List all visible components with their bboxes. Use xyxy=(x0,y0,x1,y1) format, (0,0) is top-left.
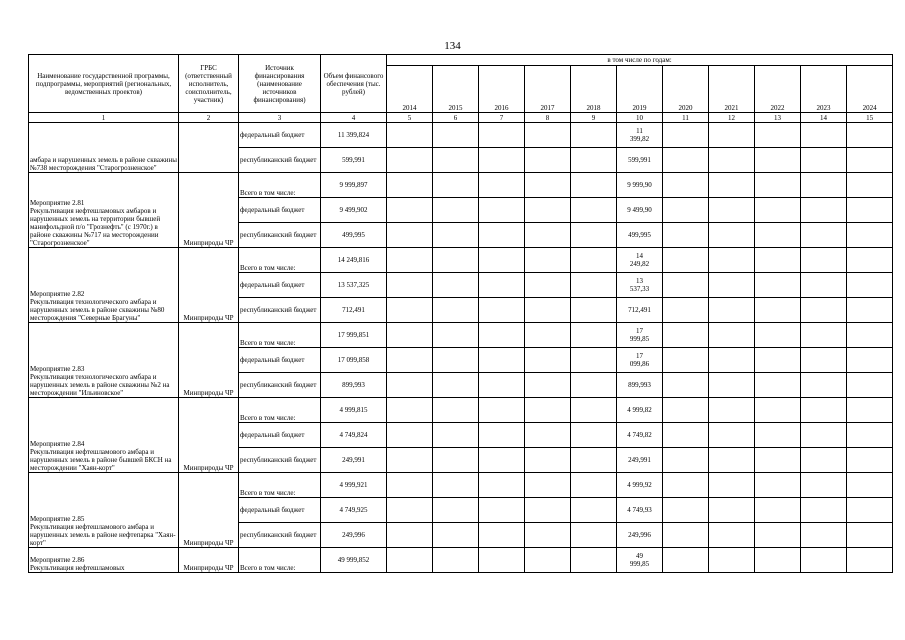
year-value xyxy=(479,473,525,498)
year-value xyxy=(663,148,709,173)
column-number: 5 xyxy=(387,113,433,123)
year-value: 9 499,90 xyxy=(617,198,663,223)
source-cell: республиканский бюджет xyxy=(239,373,321,398)
grbs-cell: Минприроды ЧР xyxy=(179,398,239,473)
source-cell: Всего в том числе: xyxy=(239,248,321,273)
year-value xyxy=(525,523,571,548)
year-value xyxy=(801,523,847,548)
year-header: 2016 xyxy=(479,66,525,113)
year-value xyxy=(479,498,525,523)
year-value xyxy=(847,348,893,373)
year-value xyxy=(663,548,709,573)
volume-cell: 249,996 xyxy=(321,523,387,548)
year-value xyxy=(525,548,571,573)
year-value xyxy=(571,498,617,523)
year-value xyxy=(755,448,801,473)
year-value xyxy=(709,323,755,348)
year-value: 17 099,86 xyxy=(617,348,663,373)
grbs-cell: Минприроды ЧР xyxy=(179,323,239,398)
year-value xyxy=(709,198,755,223)
column-number: 11 xyxy=(663,113,709,123)
year-value xyxy=(479,548,525,573)
source-cell: Всего в том числе: xyxy=(239,323,321,348)
source-cell: республиканский бюджет xyxy=(239,223,321,248)
year-value xyxy=(479,523,525,548)
year-value xyxy=(387,548,433,573)
year-value: 4 749,82 xyxy=(617,423,663,448)
header-name: Наименование государственной программы, подпрограммы, мероприятий (региональных, ведомственных проектов) xyxy=(29,55,179,113)
year-value xyxy=(433,548,479,573)
source-cell: Всего в том числе: xyxy=(239,548,321,573)
table-row xyxy=(29,173,893,198)
year-value xyxy=(433,348,479,373)
year-value xyxy=(433,323,479,348)
year-value: 11 399,82 xyxy=(617,123,663,148)
year-value xyxy=(801,148,847,173)
year-value xyxy=(847,173,893,198)
year-value xyxy=(525,173,571,198)
year-value xyxy=(571,448,617,473)
year-value xyxy=(663,423,709,448)
source-cell: федеральный бюджет xyxy=(239,273,321,298)
measure-name: Мероприятие 2.84 Рекультивация нефтешламового амбара и нарушенных земель в районе бывшей БКСН на месторождении "Хаян-корт" xyxy=(29,398,179,473)
year-value xyxy=(755,423,801,448)
year-value xyxy=(847,248,893,273)
year-value xyxy=(755,398,801,423)
year-value xyxy=(801,348,847,373)
year-value xyxy=(479,323,525,348)
year-value xyxy=(433,173,479,198)
year-value xyxy=(847,548,893,573)
year-value xyxy=(571,373,617,398)
year-value xyxy=(755,298,801,323)
year-value xyxy=(571,398,617,423)
year-value xyxy=(847,423,893,448)
year-value: 4 999,92 xyxy=(617,473,663,498)
year-value xyxy=(755,198,801,223)
year-value: 14 249,82 xyxy=(617,248,663,273)
year-value xyxy=(387,423,433,448)
volume-cell: 9 999,897 xyxy=(321,173,387,198)
year-value xyxy=(525,298,571,323)
year-value xyxy=(387,498,433,523)
year-value xyxy=(847,273,893,298)
year-value xyxy=(755,123,801,148)
table-row xyxy=(29,473,893,498)
year-value xyxy=(387,298,433,323)
year-value xyxy=(663,373,709,398)
source-cell: федеральный бюджет xyxy=(239,498,321,523)
source-cell: Всего в том числе: xyxy=(239,173,321,198)
year-value xyxy=(479,348,525,373)
year-value xyxy=(387,523,433,548)
year-value xyxy=(433,273,479,298)
year-value xyxy=(433,398,479,423)
column-number: 2 xyxy=(179,113,239,123)
year-value xyxy=(479,273,525,298)
year-value xyxy=(663,398,709,423)
year-value xyxy=(709,298,755,323)
year-value xyxy=(801,398,847,423)
year-value xyxy=(525,123,571,148)
year-value xyxy=(479,173,525,198)
year-value xyxy=(663,323,709,348)
year-value xyxy=(663,498,709,523)
year-header: 2024 xyxy=(847,66,893,113)
volume-cell: 712,491 xyxy=(321,298,387,323)
volume-cell: 899,993 xyxy=(321,373,387,398)
year-value xyxy=(571,423,617,448)
year-value: 13 537,33 xyxy=(617,273,663,298)
year-value xyxy=(847,398,893,423)
year-value xyxy=(571,223,617,248)
year-value xyxy=(479,448,525,473)
column-number: 6 xyxy=(433,113,479,123)
volume-cell: 599,991 xyxy=(321,148,387,173)
year-value xyxy=(571,273,617,298)
year-value xyxy=(801,323,847,348)
year-value xyxy=(387,398,433,423)
year-value xyxy=(801,248,847,273)
year-value xyxy=(663,298,709,323)
year-value xyxy=(525,448,571,473)
year-value xyxy=(801,223,847,248)
year-value xyxy=(571,298,617,323)
year-value xyxy=(709,548,755,573)
grbs-cell: Минприроды ЧР xyxy=(179,248,239,323)
table-header xyxy=(29,55,893,123)
volume-cell: 17 099,858 xyxy=(321,348,387,373)
year-header: 2018 xyxy=(571,66,617,113)
year-value xyxy=(755,223,801,248)
volume-cell: 17 999,851 xyxy=(321,323,387,348)
year-value xyxy=(571,148,617,173)
year-value xyxy=(387,248,433,273)
year-value xyxy=(387,198,433,223)
year-value xyxy=(663,248,709,273)
year-value xyxy=(709,448,755,473)
year-value xyxy=(433,198,479,223)
year-value xyxy=(709,248,755,273)
year-value: 249,996 xyxy=(617,523,663,548)
year-value xyxy=(709,498,755,523)
year-value xyxy=(709,223,755,248)
source-cell: республиканский бюджет xyxy=(239,298,321,323)
year-value: 899,993 xyxy=(617,373,663,398)
header-by-year: в том числе по годам: xyxy=(387,55,893,66)
year-value: 17 999,85 xyxy=(617,323,663,348)
year-value xyxy=(755,348,801,373)
year-value xyxy=(755,148,801,173)
year-value xyxy=(479,248,525,273)
column-number: 3 xyxy=(239,113,321,123)
year-value: 4 749,93 xyxy=(617,498,663,523)
year-header: 2021 xyxy=(709,66,755,113)
year-value xyxy=(801,173,847,198)
year-value: 499,995 xyxy=(617,223,663,248)
year-value xyxy=(479,373,525,398)
year-value xyxy=(801,448,847,473)
year-value xyxy=(755,498,801,523)
year-value xyxy=(847,198,893,223)
year-value: 9 999,90 xyxy=(617,173,663,198)
column-number: 4 xyxy=(321,113,387,123)
year-value xyxy=(801,373,847,398)
year-value xyxy=(801,198,847,223)
year-value xyxy=(801,498,847,523)
column-number: 14 xyxy=(801,113,847,123)
source-cell: республиканский бюджет xyxy=(239,448,321,473)
year-value xyxy=(433,498,479,523)
year-value xyxy=(709,423,755,448)
financing-table xyxy=(28,54,893,573)
measure-name: Мероприятие 2.83 Рекультивация технологического амбара и нарушенных земель в районе скважины №2 на месторождении "Ильиновское" xyxy=(29,323,179,398)
year-value xyxy=(709,123,755,148)
year-value xyxy=(479,298,525,323)
measure-name: амбара и нарушенных земель в районе скважины №738 месторождения "Старогрозненское" xyxy=(29,123,179,173)
year-value xyxy=(801,548,847,573)
volume-cell: 13 537,325 xyxy=(321,273,387,298)
year-value xyxy=(479,223,525,248)
year-value xyxy=(433,298,479,323)
year-value xyxy=(479,398,525,423)
year-value xyxy=(571,348,617,373)
year-value xyxy=(525,323,571,348)
year-value xyxy=(433,373,479,398)
source-cell: Всего в том числе: xyxy=(239,398,321,423)
year-value xyxy=(755,548,801,573)
year-value xyxy=(847,123,893,148)
table-row xyxy=(29,248,893,273)
year-value xyxy=(709,523,755,548)
year-value xyxy=(847,498,893,523)
year-header: 2015 xyxy=(433,66,479,113)
year-value xyxy=(847,323,893,348)
year-value: 49 999,85 xyxy=(617,548,663,573)
source-cell: федеральный бюджет xyxy=(239,423,321,448)
volume-cell: 249,991 xyxy=(321,448,387,473)
year-value xyxy=(433,223,479,248)
volume-cell: 4 999,921 xyxy=(321,473,387,498)
table-row xyxy=(29,548,893,573)
year-value xyxy=(709,473,755,498)
year-value xyxy=(387,148,433,173)
year-value xyxy=(709,398,755,423)
year-value: 712,491 xyxy=(617,298,663,323)
year-value xyxy=(525,373,571,398)
year-value xyxy=(571,523,617,548)
column-number: 1 xyxy=(29,113,179,123)
year-value xyxy=(571,198,617,223)
year-value xyxy=(847,148,893,173)
year-value xyxy=(387,273,433,298)
header-volume: Объем финансового обеспечения (тыс. рублей) xyxy=(321,55,387,113)
year-value xyxy=(479,423,525,448)
year-value xyxy=(847,523,893,548)
year-value xyxy=(479,123,525,148)
volume-cell: 9 499,902 xyxy=(321,198,387,223)
column-number: 13 xyxy=(755,113,801,123)
year-value xyxy=(387,123,433,148)
volume-cell: 4 749,824 xyxy=(321,423,387,448)
year-value: 249,991 xyxy=(617,448,663,473)
volume-cell: 4 999,815 xyxy=(321,398,387,423)
grbs-cell: Минприроды ЧР xyxy=(179,548,239,573)
year-value xyxy=(755,373,801,398)
year-value xyxy=(525,148,571,173)
year-value xyxy=(571,323,617,348)
column-number: 15 xyxy=(847,113,893,123)
year-value xyxy=(847,473,893,498)
year-value xyxy=(433,248,479,273)
volume-cell: 499,995 xyxy=(321,223,387,248)
year-value xyxy=(709,373,755,398)
year-value xyxy=(525,248,571,273)
volume-cell: 11 399,824 xyxy=(321,123,387,148)
volume-cell: 49 999,852 xyxy=(321,548,387,573)
year-value xyxy=(755,523,801,548)
year-value xyxy=(525,198,571,223)
source-cell: федеральный бюджет xyxy=(239,348,321,373)
year-value xyxy=(433,123,479,148)
year-value xyxy=(433,448,479,473)
year-value xyxy=(755,248,801,273)
year-value xyxy=(571,548,617,573)
volume-cell: 14 249,816 xyxy=(321,248,387,273)
measure-name: Мероприятие 2.82 Рекультивация технологического амбара и нарушенных земель в районе скважины №80 месторождения "Северные Брагуны" xyxy=(29,248,179,323)
year-value xyxy=(433,523,479,548)
year-value xyxy=(663,448,709,473)
year-value xyxy=(387,448,433,473)
year-value xyxy=(847,448,893,473)
year-header: 2019 xyxy=(617,66,663,113)
column-number: 9 xyxy=(571,113,617,123)
year-value xyxy=(755,323,801,348)
year-value xyxy=(479,148,525,173)
year-value xyxy=(663,223,709,248)
column-number: 8 xyxy=(525,113,571,123)
year-value xyxy=(525,473,571,498)
year-value xyxy=(755,173,801,198)
year-value xyxy=(387,348,433,373)
year-value xyxy=(387,373,433,398)
column-number: 12 xyxy=(709,113,755,123)
year-value xyxy=(387,223,433,248)
year-value xyxy=(571,173,617,198)
grbs-cell xyxy=(179,123,239,173)
year-value xyxy=(801,298,847,323)
year-value xyxy=(755,473,801,498)
page-number: 134 xyxy=(444,40,461,52)
year-value xyxy=(433,148,479,173)
year-value xyxy=(525,348,571,373)
year-header: 2023 xyxy=(801,66,847,113)
year-value xyxy=(571,123,617,148)
year-value xyxy=(571,248,617,273)
year-value xyxy=(433,423,479,448)
column-number: 7 xyxy=(479,113,525,123)
year-value xyxy=(847,298,893,323)
year-value xyxy=(847,223,893,248)
table-row xyxy=(29,123,893,148)
year-value xyxy=(663,348,709,373)
year-value xyxy=(663,273,709,298)
source-cell: федеральный бюджет xyxy=(239,198,321,223)
source-cell: Всего в том числе: xyxy=(239,473,321,498)
year-value xyxy=(525,498,571,523)
year-value xyxy=(525,423,571,448)
year-header: 2017 xyxy=(525,66,571,113)
table-row xyxy=(29,398,893,423)
year-value xyxy=(709,173,755,198)
year-value xyxy=(387,473,433,498)
measure-name: Мероприятие 2.85 Рекультивация нефтешламового амбара и нарушенных земель в районе нефтепарка "Хаян-корт" xyxy=(29,473,179,548)
year-value xyxy=(525,398,571,423)
year-value xyxy=(525,223,571,248)
source-cell: федеральный бюджет xyxy=(239,123,321,148)
year-value xyxy=(663,123,709,148)
year-value xyxy=(663,173,709,198)
header-source: Источник финансирования (наименование источников финансирования) xyxy=(239,55,321,113)
column-number: 10 xyxy=(617,113,663,123)
year-value: 599,991 xyxy=(617,148,663,173)
year-value xyxy=(387,323,433,348)
source-cell: республиканский бюджет xyxy=(239,148,321,173)
year-value: 4 999,82 xyxy=(617,398,663,423)
year-header: 2022 xyxy=(755,66,801,113)
year-value xyxy=(709,273,755,298)
year-value xyxy=(709,348,755,373)
grbs-cell: Минприроды ЧР xyxy=(179,473,239,548)
year-value xyxy=(755,273,801,298)
year-value xyxy=(663,198,709,223)
year-value xyxy=(801,273,847,298)
grbs-cell: Минприроды ЧР xyxy=(179,173,239,248)
year-value xyxy=(663,523,709,548)
year-value xyxy=(387,173,433,198)
year-value xyxy=(479,198,525,223)
year-value xyxy=(571,473,617,498)
year-header: 2014 xyxy=(387,66,433,113)
year-value xyxy=(433,473,479,498)
year-value xyxy=(525,273,571,298)
year-value xyxy=(663,473,709,498)
year-value xyxy=(847,373,893,398)
measure-name: Мероприятие 2.86 Рекультивация нефтешламовых xyxy=(29,548,179,573)
year-value xyxy=(801,123,847,148)
volume-cell: 4 749,925 xyxy=(321,498,387,523)
year-value xyxy=(709,148,755,173)
year-value xyxy=(801,423,847,448)
year-value xyxy=(801,473,847,498)
measure-name: Мероприятие 2.81 Рекультивация нефтешламовых амбаров и нарушенных земель на территории бывшей манифольдной п/о "Грознефть" (с 1970г.) в районе скважины №717 на месторождении "Старогрозненское" xyxy=(29,173,179,248)
source-cell: республиканский бюджет xyxy=(239,523,321,548)
header-grbs: ГРБС (ответственный исполнитель, соисполнитель, участник) xyxy=(179,55,239,113)
table-row xyxy=(29,323,893,348)
year-header: 2020 xyxy=(663,66,709,113)
